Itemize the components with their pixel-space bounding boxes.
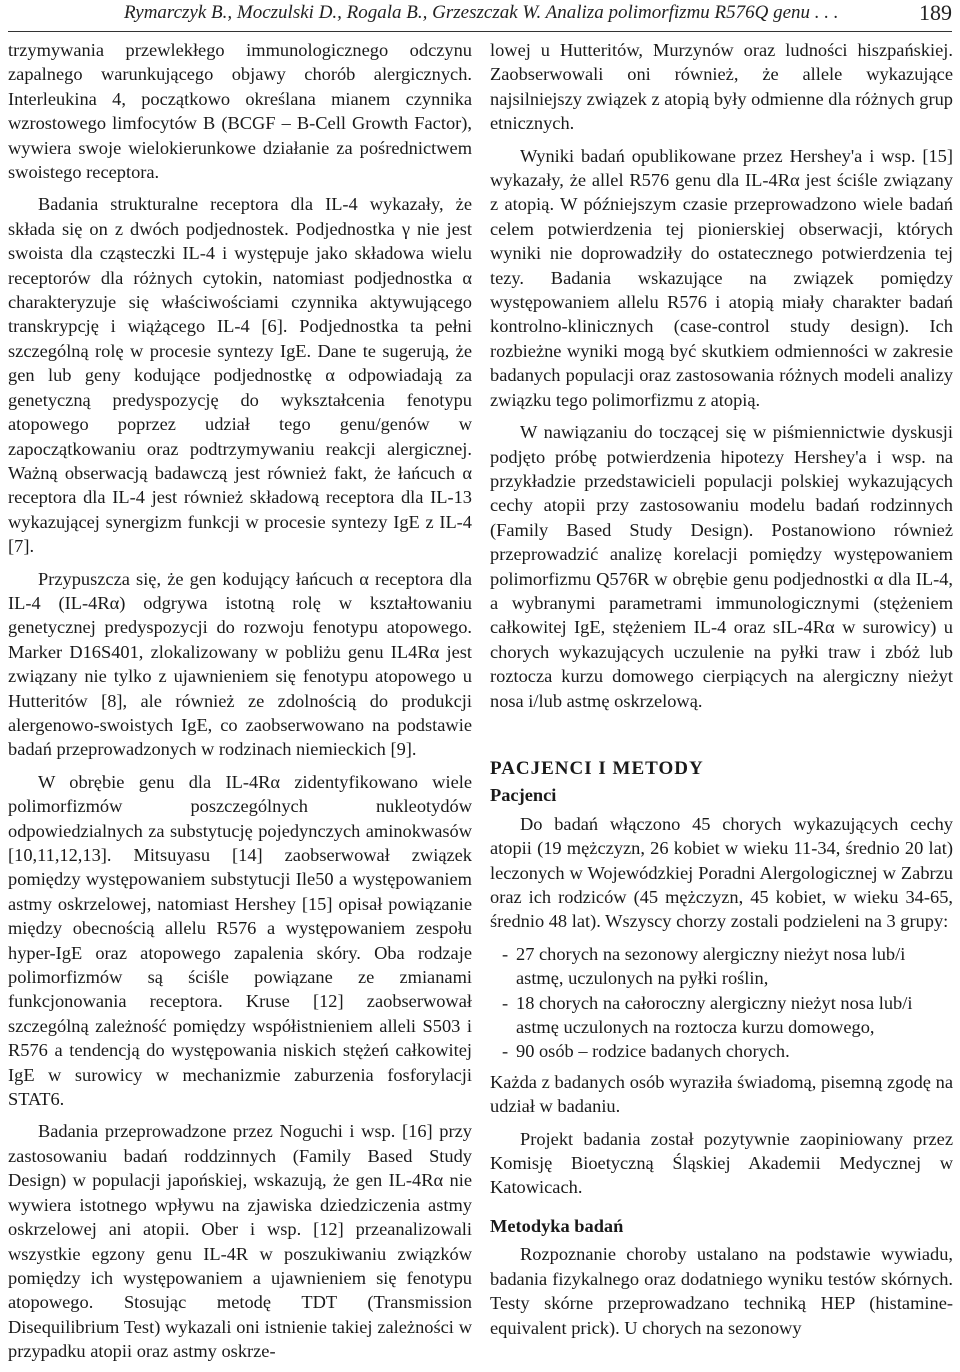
list-item: - 90 osób – rodzice badanych chorych. [490,1039,953,1063]
page-header [0,0,960,34]
paragraph: Badania przeprowadzone przez Noguchi i wsp. [16] przy zastosowaniu badań roddzinnych (Family Based Study Design) w populacji japońskiej, wskazują, że gen IL-4Rα nie wywiera istotnego wpływu na zjawiska dziedziczenia astmy oskrzelowej ani atopii. Ober i wsp. [12] przeanalizowali wszystkie egzony genu IL-4R w poszukiwaniu związków pomiędzy ich występowaniem a ujawnieniem się fenotypu atopowego. Stosując metodę TDT (Transmission Disequilibrium Test) wykazali oni istnienie takiej zależności w przypadku atopii oraz astmy oskrze- [8,1121,472,1362]
paragraph: trzymywania przewlekłego immunologicznego odczynu zapalnego warunkującego objawy chorób alergicznych. Interleukina 4, początkowo określana mianem czynnika wzrostowego limfocytów B (BCGF – B-Cell Growth Factor), wywiera swoje wielokierunkowe działanie za pośrednictwem swoistego receptora. [8,40,472,183]
subheading-methods: Metodyka badań [490,1215,624,1236]
paragraph: Wyniki badań opublikowane przez Hershey'a i wsp. [15] wykazały, że allel R576 genu dla IL-4Rα jest ściśle związany z atopią. W późniejszym czasie przeprowadzono wiele badań celem potwierdzenia tej pionierskiej obserwacji, których wyniki nie doprowadziły do ostatecznego potwierdzenia tej tezy. Badania wskazujące na związek pomiędzy występowaniem allelu R576 i atopią miały charakter badań kontrolno-klinicznych (case-control study design). Ich rozbieżne wyniki mogą być skutkiem odmienności w zakresie badanych populacji oraz zastosowania różnych modeli analizy związku tego polimorfizmu z atopią. [490,145,953,410]
paragraph: Do badań włączono 45 chorych wykazujących cechy atopii (19 mężczyzn, 26 kobiet w wieku 11-34, średnio 20 lat) leczonych w Wojewódzkiej Poradni Alergologicznej w Zabrzu oraz ich rodziców (45 mężczyzn, 45 kobiet, w wieku 34-65, średnio 48 lat). Wszyscy chorzy zostali podzieleni na 3 grupy: [490,813,953,932]
paragraph: Każda z badanych osób wyraziła świadomą, pisemną zgodę na udział w badaniu. [490,1071,953,1117]
right-column [490,38,953,1348]
list-item: - 27 chorych na sezonowy alergiczny nieżyt nosa lub/i astmę, uczulonych na pyłki roślin, [490,942,953,991]
running-title: Rymarczyk B., Moczulski D., Rogala B., Grzeszczak W. Analiza polimorfizmu R576Q genu . . . [124,2,839,23]
paragraph: Rozpoznanie choroby ustalano na podstawie wywiadu, badania fizykalnego oraz dodatniego wyniku testów skórnych. Testy skórne przeprowadzano techniką HEP (histamine-equivalent prick). U chorych na sezonowy [490,1244,953,1338]
paragraph: Przypuszcza się, że gen kodujący łańcuch α receptora dla IL-4 (IL-4Rα) odgrywa istotną rolę w kształtowaniu genetycznej predyspozycji do rozwoju fenotypu atopowego. Marker D16S401, zlokalizowany w pobliżu genu IL4Rα jest związany nie tylko z ujawnieniem się fenotypu atopowego u Hutteritów [8], ale również ze zdolnością do produkcji alergenowo-swoistych IgE, co zaobserwowano na podstawie badań przeprowadzonych w rodzinach niemieckich [9]. [8,568,472,760]
paragraph: lowej u Hutteritów, Murzynów oraz ludności hiszpańskiej. Zaobserwowali oni również, że allele wykazujące najsilniejszy związek z atopią były odmienne dla różnych grup etnicznych. [490,40,953,134]
paragraph: Projekt badania został pozytywnie zaopiniowany przez Komisję Bioetyczną Śląskiej Akademii Medycznej w Katowicach. [490,1128,953,1198]
paragraph: W nawiązaniu do toczącej się w piśmiennictwie dyskusji podjęto próbę potwierdzenia hipotezy Hershey'a i wsp. na przykładzie przedstawicieli populacji polskiej wykazujących cechy atopii przy zastosowaniu modelu badań rodzinnych (Family Based Study Design). Postanowiono również przeprowadzić analizę korelacji pomiędzy występowaniem polimorfizmu Q576R w obrębie genu podjednostki α dla IL-4, a wybranymi parametrami immunologicznymi (stężeniem całkowitej IgE, stężeniem IL-4 oraz sIL-4Rα w surowicy) u chorych wykazujących uczulenie na pyłki traw i zbóż lub roztocza kurzu domowego cierpiących na alergiczny nieżyt nosa i/lub astmę oskrzelową. [490,422,953,711]
header-rule [8,31,952,32]
paragraph: Badania strukturalne receptora dla IL-4 wykazały, że składa się on z dwóch podjednostek. Podjednostka γ nie jest swoista dla cząsteczki IL-4 i występuje jako składowa wielu receptorów dla różnych cytokin, natomiast podjednostka α charakteryzuje się właściwościami czynnika aktywującego transkrypcję i wiążącego IL-4 [6]. Podjednostka ta pełni szczególną rolę w procesie syntezy IgE. Dane te sugerują, że gen lub geny kodujące podjednostkę α odpowiadają za genetyczną predyspozycję do wykształcenia fenotypu atopowego poprzez udział tego genu/genów w zapoczątkowaniu oraz podtrzymywaniu reakcji alergicznej. Ważną obserwacją badawczą jest również fakt, że łańcuch α receptora dla IL-4 jest również składową receptora dla IL-13 wykazującej synergizm funkcji w procesie syntezy IgE z IL-4 [7]. [8,194,472,557]
page-number: 189 [919,0,952,25]
list-item: - 18 chorych na całoroczny alergiczny nieżyt nosa lub/i astmę uczulonych na roztocza kurzu domowego, [490,991,953,1040]
section-heading: PACJENCI I METODY [490,757,704,779]
left-column [8,38,472,1372]
subheading-patients: Pacjenci [490,785,557,806]
paragraph: W obrębie genu dla IL-4Rα zidentyfikowano wiele polimorfizmów poszczególnych nukleotydów odpowiedzialnych za substytucję pojedynczych aminokwasów [10,11,12,13]. Mitsuyasu [14] zaobserwował związek pomiędzy występowaniem substytucji Ile50 a występowaniem astmy oskrzelowej, natomiast Hershey [15] opisał powiązanie między obecnością allelu R576 a występowaniem zespołu hyper-IgE oraz atopowego zapalenia skóry. Oba rodzaje polimorfizmów są ściśle powiązane ze zmianami funkcjonowania receptora. Kruse [12] zaobserwował szczególną zależność pomiędzy współistnieniem alleli S503 i R576 a tendencją do występowania niskich stężeń całkowitej IgE w surowicy w mechanizmie zaburzenia fosforylacji STAT6. [8,771,472,1110]
group-list [490,942,953,1064]
